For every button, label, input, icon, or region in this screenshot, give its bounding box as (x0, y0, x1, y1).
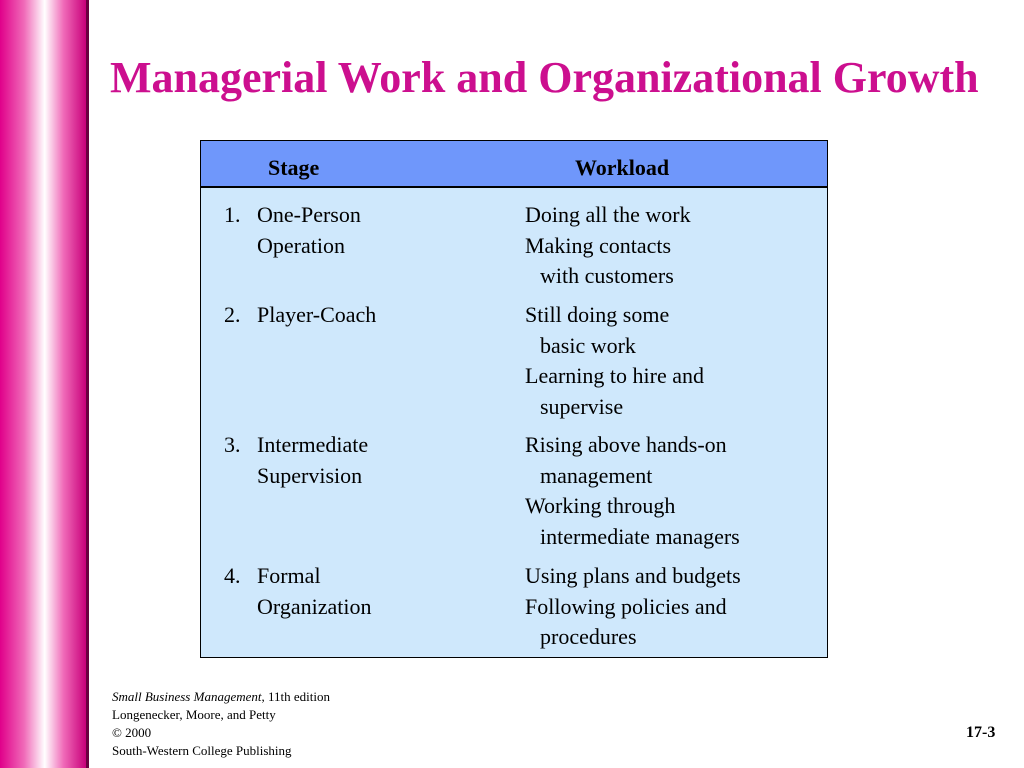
footer-authors: Longenecker, Moore, and Petty (112, 707, 276, 722)
header-stage: Stage (268, 155, 320, 180)
footer-publisher: South-Western College Publishing (112, 743, 292, 758)
stage-cell (257, 200, 361, 261)
row-number: 2. (224, 302, 241, 327)
workload-line: Following policies and (525, 593, 727, 619)
slide-number: 17-3 (966, 724, 996, 741)
stage-workload-table (200, 140, 828, 658)
decorative-side-bar (0, 0, 86, 768)
stage-cell (257, 430, 368, 491)
workload-line: Working through (525, 493, 676, 518)
workload-cell (525, 561, 741, 653)
workload-line: procedures (540, 624, 637, 649)
workload-line: basic work (540, 332, 636, 358)
footer-copyright: © 2000 (112, 725, 152, 740)
workload-line: supervise (540, 393, 624, 419)
stage-cell (257, 300, 376, 331)
row-number: 1. (224, 202, 241, 227)
workload-line: Making contacts (525, 232, 672, 258)
stage-line: One-Person (257, 202, 361, 227)
workload-line: Rising above hands-on (525, 432, 727, 457)
stage-line: Organization (257, 593, 372, 619)
book-title: Small Business Management (112, 689, 262, 704)
workload-line: with customers (540, 263, 674, 288)
header-workload: Workload (575, 155, 670, 180)
row-number: 4. (224, 563, 241, 588)
workload-line: Still doing some (525, 302, 670, 327)
table-header (201, 141, 827, 188)
slide-title: Managerial Work and Organizational Growth (110, 53, 979, 102)
workload-line: Doing all the work (525, 202, 691, 227)
workload-cell (525, 430, 740, 552)
row-number: 3. (224, 432, 241, 457)
stage-line: Operation (257, 232, 345, 258)
stage-line: Formal (257, 563, 321, 588)
stage-cell (257, 561, 371, 622)
workload-line: Using plans and budgets (525, 563, 741, 588)
citation-footer (112, 688, 330, 760)
workload-cell (525, 300, 704, 422)
book-edition: , 11th edition (261, 689, 330, 704)
stage-line: Intermediate (257, 432, 369, 457)
stage-line: Player-Coach (257, 302, 377, 327)
side-bar-edge (86, 0, 89, 768)
workload-cell (525, 200, 691, 292)
workload-line: management (540, 462, 653, 488)
stage-line: Supervision (257, 462, 363, 488)
footer-book-line (112, 688, 330, 706)
workload-line: Learning to hire and (525, 363, 704, 388)
workload-line: intermediate managers (540, 523, 740, 549)
